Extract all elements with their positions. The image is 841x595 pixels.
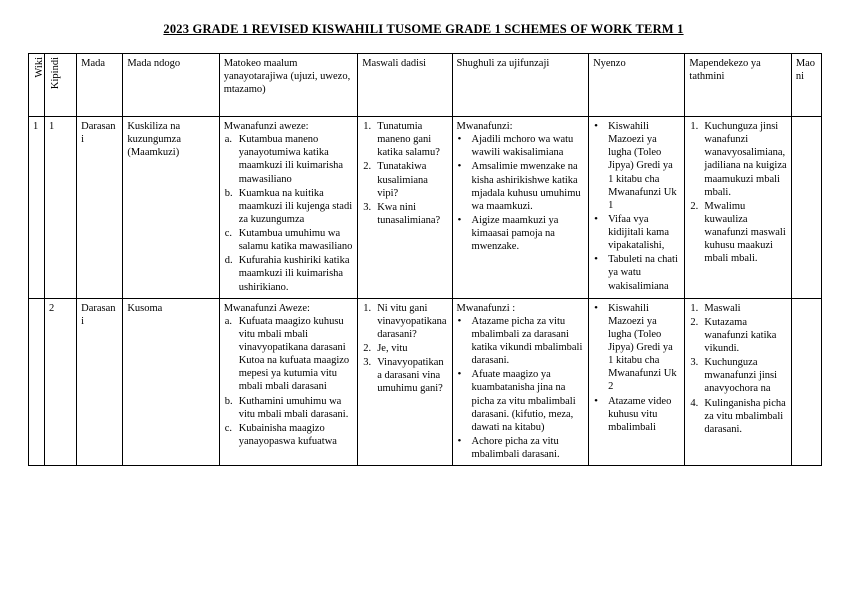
cell-mada_ndogo [123, 298, 219, 466]
matokeo-item: Kufurahia kushiriki katika maamkuzi ili kuimarisha ushirikiano. [238, 255, 350, 293]
nyenzo-item: • Vifaa vya kidijitali kama vipakatalishi, [593, 213, 680, 252]
cell-maswali [358, 298, 452, 466]
mapendekezo-item: Maswali [704, 302, 741, 314]
cell-maoni [791, 298, 821, 466]
cell-mapendekezo [685, 117, 791, 299]
matokeo-item: Kufuata maagizo kuhusu vitu mbali mbali vinavyopatikana darasani Kutoa na kufuata maagizo mepesi ya kutumia vitu mbali mbali darasani [238, 315, 350, 393]
shughuli-list [457, 133, 585, 253]
column-header-label: Kipindi [50, 57, 62, 90]
mapendekezo-item: Mwalimu kuwauliza wanafunzi maswali kuhusu maakuzi mbali mbali. [704, 200, 786, 265]
shughuli-intro: Mwanafunzi: [456, 121, 513, 132]
shughuli-intro: Mwanafunzi : [456, 302, 516, 314]
mapendekezo-list [689, 120, 786, 265]
nyenzo-item: • Atazame video kuhusu vitu mbalimbali [593, 395, 680, 434]
matokeo-item: Kutambua maneno yanayotumiwa katika maamkuzi ili kuimarisha mawasiliano [238, 134, 344, 185]
mada-value: Darasani [81, 302, 116, 327]
column-header-maoni [791, 54, 821, 117]
maswali-item: Tunatakiwa kusalimiana vipi? [377, 161, 428, 199]
nyenzo-item: • Tabuleti na chati ya watu wakisalimiana [593, 253, 680, 292]
mapendekezo-item: Kuchunguza mwanafunzi jinsi anavyochora na [704, 357, 778, 395]
cell-maswali [358, 117, 452, 299]
table-header-row [29, 54, 822, 117]
cell-kipindi [45, 298, 77, 466]
maswali-item: Vinavyopatikana darasani vina umuhimu gani? [377, 357, 444, 395]
matokeo-item: Kutambua umuhimu wa salamu katika mawasiliano [238, 228, 353, 253]
mapendekezo-list [689, 302, 786, 436]
cell-mapendekezo [685, 298, 791, 466]
matokeo-intro: Mwanafunzi aweze: [223, 121, 309, 132]
column-header-label: Nyenzo [593, 58, 626, 69]
column-header-maswali [358, 54, 452, 117]
maswali-item: Kwa nini tunasalimiana? [377, 201, 441, 226]
schemes-of-work-table [28, 53, 822, 466]
wiki-value: 1 [33, 121, 39, 132]
nyenzo-item: • Kiswahili Mazoezi ya lugha (Toleo Jipya) Gredi ya 1 kitabu cha Mwanafunzi Uk 1 [593, 120, 680, 212]
cell-nyenzo [589, 298, 685, 466]
table-row [29, 117, 822, 299]
column-header-wiki [29, 54, 45, 117]
page-title: 2023 GRADE 1 REVISED KISWAHILI TUSOME GRADE 1 SCHEMES OF WORK TERM 1 [163, 22, 684, 36]
cell-mada [77, 117, 123, 299]
cell-matokeo [219, 117, 358, 299]
shughuli-item: • Aigize maamkuzi ya kimaasai pamoja na mwenzake. [457, 214, 585, 253]
shughuli-item: • Amsalimie mwenzake na kisha ashirikishwe katika mjadala kuhusu umuhimu wa maamkuzi. [457, 160, 585, 213]
kipindi-value: 2 [49, 302, 55, 314]
column-header-label: Matokeo maalum yanayotarajiwa (ujuzi, uwezo, mtazamo) [223, 58, 351, 96]
column-header-mada [77, 54, 123, 117]
column-header-kipindi [45, 54, 77, 117]
cell-mada_ndogo [123, 117, 219, 299]
nyenzo-item: • Kiswahili Mazoezi ya lugha (Toleo Jipya) Gredi ya 1 kitabu cha Mwanafunzi Uk 2 [593, 302, 680, 394]
kipindi-value: 1 [49, 121, 55, 132]
shughuli-list [457, 315, 585, 461]
nyenzo-list [593, 120, 680, 293]
column-header-mapendekezo [685, 54, 791, 117]
column-header-label: Mada [81, 58, 106, 69]
cell-nyenzo [589, 117, 685, 299]
cell-mada [77, 298, 123, 466]
mada_ndogo-value: Kusoma [127, 302, 163, 314]
cell-wiki [29, 298, 45, 466]
cell-shughuli [452, 117, 589, 299]
matokeo-item: Kubainisha maagizo yanayopaswa kufuatwa [238, 422, 337, 447]
cell-kipindi [45, 117, 77, 299]
table-row [29, 298, 822, 466]
shughuli-item: • Atazame picha za vitu mbalimbali za darasani katika vikundi mbalimbali darasani. [457, 315, 585, 368]
maswali-list [362, 120, 447, 227]
maswali-item: Tunatumia maneno gani katika salamu? [377, 121, 440, 159]
matokeo-item: Kuthamini umuhimu wa vitu mbali mbali darasani. [238, 395, 349, 420]
column-header-label: Shughuli za ujifunzaji [456, 58, 550, 69]
column-header-label: Wiki [34, 57, 45, 78]
matokeo-list [224, 133, 354, 294]
column-header-matokeo [219, 54, 358, 117]
column-header-label: Maswali dadisi [362, 58, 427, 69]
matokeo-item: Kuamkua na kuitika maamkuzi ili kujenga stadi za kuzungumza [238, 187, 353, 225]
mada_ndogo-value: Kuskiliza na kuzungumza (Maamkuzi) [127, 121, 181, 159]
mada-value: Darasani [81, 121, 116, 146]
mapendekezo-item: Kuchunguza jinsi wanafunzi wanavyosalimiana, jadiliana na kuigiza maamukuzi mbali mbali. [704, 121, 787, 198]
nyenzo-list [593, 302, 680, 434]
cell-shughuli [452, 298, 589, 466]
shughuli-item: • Afuate maagizo ya kuambatanisha jina na picha za vitu mbalimbali darasani. (kifutio, meza, dawati na kitabu) [457, 368, 585, 434]
column-header-nyenzo [589, 54, 685, 117]
cell-matokeo [219, 298, 358, 466]
matokeo-list [224, 315, 354, 448]
maswali-item: Ni vitu gani vinavyopatikana darasani? [377, 302, 447, 340]
shughuli-item: • Ajadili mchoro wa watu wawili wakisalimiana [457, 133, 585, 159]
column-header-mada_ndogo [123, 54, 219, 117]
shughuli-item: • Achore picha za vitu mbalimbali darasani. [457, 435, 585, 461]
matokeo-intro: Mwanafunzi Aweze: [223, 302, 310, 314]
mapendekezo-item: Kutazama wanafunzi katika vikundi. [704, 316, 777, 354]
cell-maoni [791, 117, 821, 299]
column-header-label: Maoni [795, 58, 816, 83]
maswali-item: Je, vitu [377, 343, 408, 354]
mapendekezo-item: Kulinganisha picha za vitu mbalimbali darasani. [704, 397, 786, 435]
column-header-shughuli [452, 54, 589, 117]
maswali-list [362, 302, 447, 396]
column-header-label: Mapendekezo ya tathmini [689, 58, 761, 83]
cell-wiki [29, 117, 45, 299]
column-header-label: Mada ndogo [127, 58, 181, 69]
